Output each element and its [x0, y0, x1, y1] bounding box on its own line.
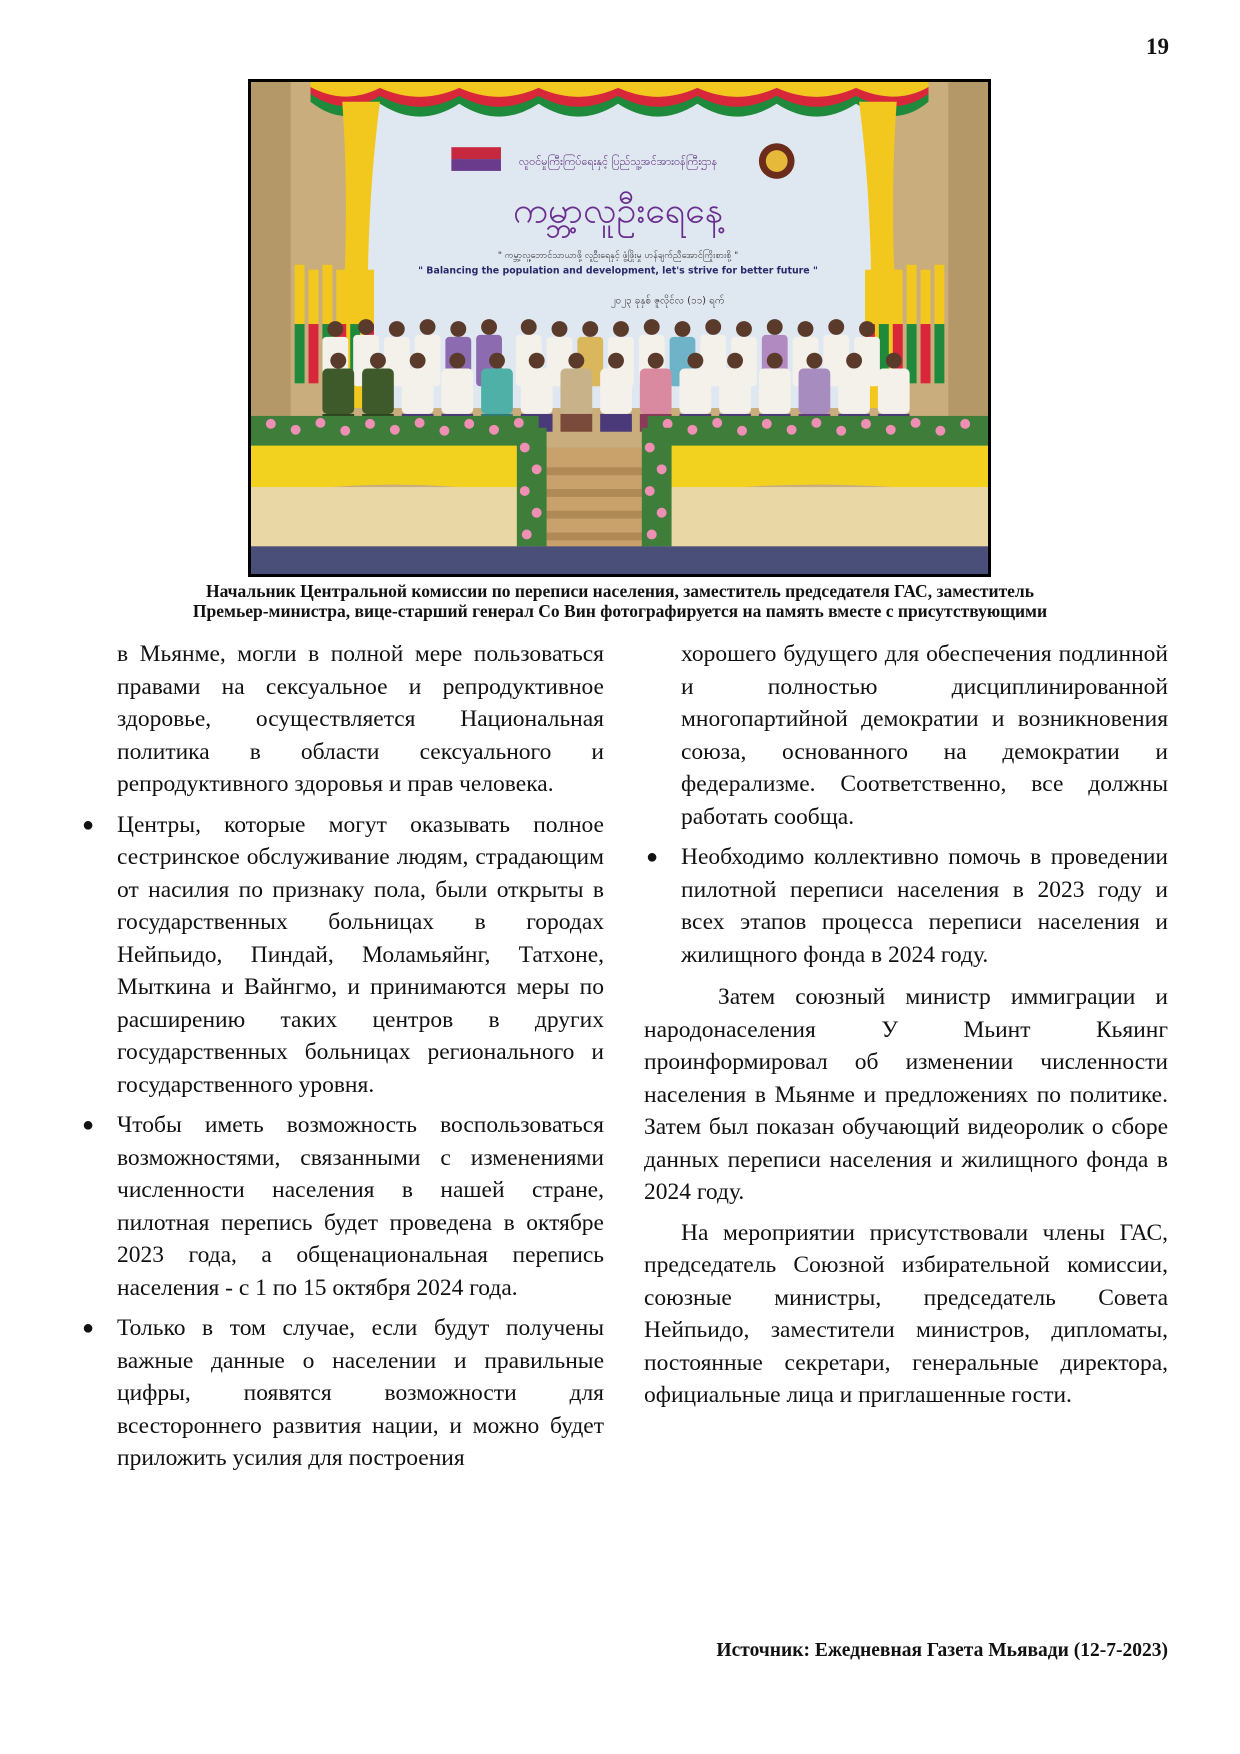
right-intro-paragraph: хорошего будущего для обеспечения подлинной и полностью дисциплинированной многопартийной демократии и возникновения союза, основанного на демократии и федерализме. Соответственно, все должны работать сообща.	[681, 641, 1168, 830]
bullet-icon: ●	[82, 1114, 95, 1136]
right-column	[644, 638, 1168, 1412]
bullet-item	[82, 809, 604, 1102]
bullet-text: Центры, которые могут оказывать полное сестринское обслуживание людям, страдающим от насилия по признаку пола, были открыты в государственных больницах в городах Нейпьидо, Пиндай, Моламьяйнг, Татхоне, Мыткина и Вайнгмо, и принимаются меры по расширению таких центров в других государственных больницах регионального и государственного уровня.	[117, 811, 604, 1098]
bullet-item	[646, 841, 1168, 971]
bullet-item	[82, 1109, 604, 1304]
bullet-item	[82, 1312, 604, 1475]
banner-subtitle-my: " ကမ္ဘာ့လူ့ဘောင်သာယာဖို့ လူဦးရေနှင့် ဖွံ့ဖြိုးမှု ဟန်ချက်ညီအောင်ကြိုးစားစို့ "	[497, 250, 739, 261]
photo-caption	[100, 581, 1140, 621]
left-intro-paragraph: в Мьянме, могли в полной мере пользоваться правами на сексуальное и репродуктивное здоровье, осуществляется Национальная политика в области сексуального и репродуктивного здоровья и прав человека.	[117, 641, 604, 797]
bullet-text: Необходимо коллективно помочь в проведении пилотной переписи населения в 2023 году и всех этапов процесса переписи населения и жилищного фонда в 2024 году.	[681, 844, 1168, 968]
left-column	[82, 638, 604, 1483]
body-paragraph: Затем союзный министр иммиграции и народонаселения У Мьинт Кьяинг проинформировал об изменении численности населения в Мьянме и предложениях по политике. Затем был показан обучающий видеоролик о сборе данных переписи населения и жилищного фонда в 2024 году.	[644, 984, 1168, 1205]
banner-title: ကမ္ဘာ့လူဦးရေနေ့	[512, 190, 724, 232]
bullet-text: Только в том случае, если будут получены важные данные о населении и правильные цифры, появятся возможности для всестороннего развития нации, и можно будет приложить усилия для построения	[117, 1315, 604, 1471]
event-photo	[248, 79, 991, 577]
bullet-icon: ●	[82, 813, 95, 836]
bullet-icon: ●	[646, 846, 659, 868]
banner-subtitle-en: " Balancing the population and development, let's strive for better future "	[418, 265, 818, 277]
bullet-icon: ●	[82, 1317, 95, 1339]
bullet-text: Чтобы иметь возможность воспользоваться возможностями, связанными с изменениями численности населения в нашей стране, пилотная перепись будет проведена в октябре 2023 года, а общенациональная перепись населения - с 1 по 15 октября 2024 года.	[117, 1112, 604, 1301]
source-line: Источник: Ежедневная Газета Мьявади (12-7-2023)	[716, 1640, 1168, 1661]
event-photo-illustration	[251, 82, 988, 574]
banner-date: ၂၀၂၃ ခုနှစ် ဇူလိုင်လ (၁၁) ရက်	[610, 295, 725, 307]
body-paragraph: На мероприятии присутствовали члены ГАС, председатель Союзной избирательной комиссии, союзные министры, председатель Совета Нейпьидо, заместители министров, дипломаты, постоянные секретари, генеральные директора, официальные лица и приглашенные гости.	[644, 1219, 1168, 1408]
banner-small-text: လူဝင်မှုကြီးကြပ်ရေးနှင့် ပြည်သူ့အင်အားဝန်ကြီးဌာန	[518, 155, 718, 168]
page-number: 19	[1146, 34, 1169, 59]
caption-line-2: Премьер-министра, вице-старший генерал Со Вин фотографируется на память вместе с присутствующими	[192, 601, 1048, 621]
caption-line-1: Начальник Центральной комиссии по переписи населения, заместитель председателя ГАС, заместитель	[205, 581, 1035, 601]
